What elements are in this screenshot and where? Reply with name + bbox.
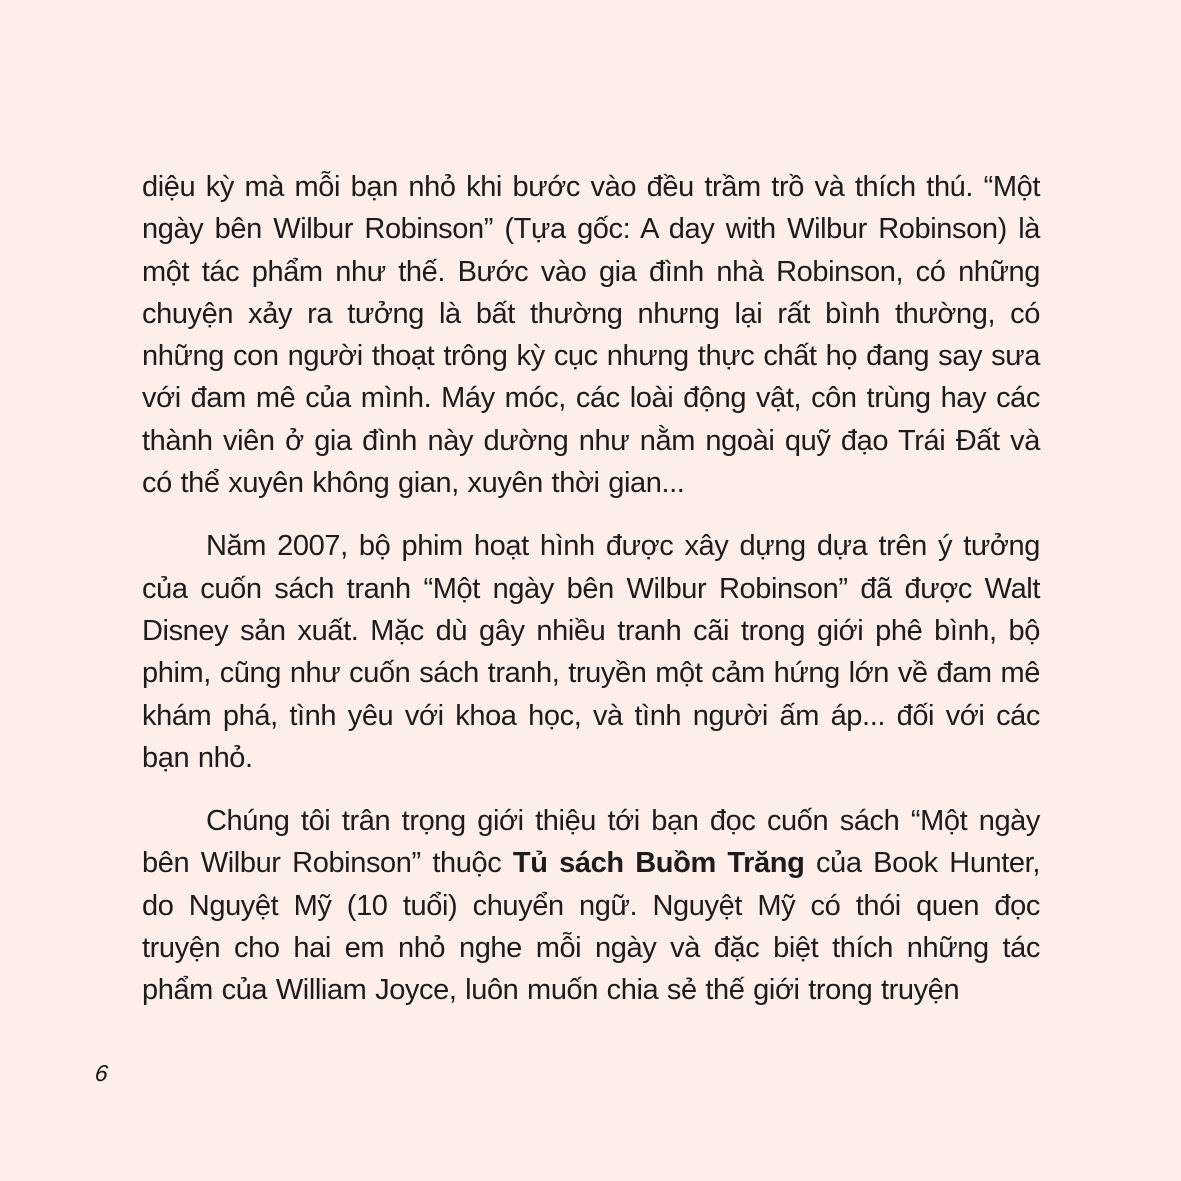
page-number: 6 (93, 1060, 110, 1086)
paragraph-continuation: diệu kỳ mà mỗi bạn nhỏ khi bước vào đều trầm trồ và thích thú. “Một ngày bên Wilbur Robinson” (Tựa gốc: A day with Wilbur Robinson) là một tác phẩm như thế. Bước vào gia đình nhà Robinson, có những chuyện xảy ra tưởng là bất thường nhưng lại rất bình thường, có những con người thoạt trông kỳ cục nhưng thực chất họ đang say sưa với đam mê của mình. Máy móc, các loài động vật, côn trùng hay các thành viên ở gia đình này dường như nằm ngoài quỹ đạo Trái Đất và có thể xuyên không gian, xuyên thời gian... (142, 171, 1040, 500)
series-name-bold: Tủ sách Buồm Trăng (512, 847, 805, 880)
paragraph-movie-2007: Năm 2007, bộ phim hoạt hình được xây dựng dựa trên ý tưởng của cuốn sách tranh “Một ngày bên Wilbur Robinson” đã được Walt Disney sản xuất. Mặc dù gây nhiều tranh cãi trong giới phê bình, bộ phim, cũng như cuốn sách tranh, truyền một cảm hứng lớn về đam mê khám phá, tình yêu với khoa học, và tình người ấm áp... đối với các bạn nhỏ. (142, 530, 1040, 774)
book-page-text (142, 166, 1040, 1012)
paragraph-introduction (142, 800, 1040, 1011)
paragraph-introduction-text-start: Chúng tôi trân trọng giới thiệu tới bạn đọc cuốn sách “Một ngày bên Wilbur Robinson” thuộc (142, 805, 1040, 880)
paragraph-introduction-text-end: của Book Hunter, do Nguyệt Mỹ (10 tuổi) chuyển ngữ. Nguyệt Mỹ có thói quen đọc truyện cho hai em nhỏ nghe mỗi ngày và đặc biệt thích những tác phẩm của William Joyce, luôn muốn chia sẻ thế giới trong truyện (142, 847, 1040, 1007)
